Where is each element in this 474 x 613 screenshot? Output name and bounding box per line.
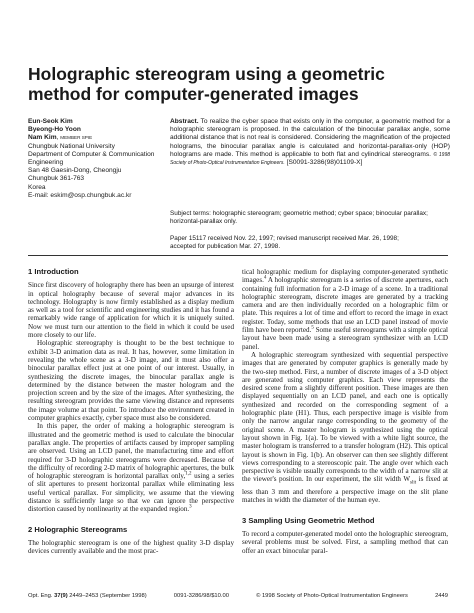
- journal-citation: [28, 592, 147, 600]
- affiliation-line: Chungbuk 361-763: [28, 175, 85, 183]
- paragraph-text: In this paper, the order of making a holographic stereogram is illustrated and the geometric method is used to calculate the binocular parallax angle. The properties of artifacts caused by improper sampling are observed. Using an LCD panel, the manufacturing time and effort required for 3-D holographic stereograms were decreased. Because of the difficulty of recording 2-D matrix of holographic apertures, the bulk of holographic stereogram is horizontal parallax only,: [28, 422, 234, 481]
- affiliation-line: Engineering: [28, 159, 64, 167]
- member-label: MEMBER SPIE: [60, 135, 93, 141]
- section-heading-introduction: 1 Introduction: [28, 267, 79, 276]
- affiliation-line: San 48 Gaesin-Dong, Cheongju: [28, 167, 122, 175]
- paragraph: [242, 268, 448, 351]
- citation: 4: [263, 275, 267, 281]
- paragraph: [242, 351, 448, 505]
- author-name: Nam Kim: [28, 134, 57, 142]
- author-email: E-mail: eskim@osp.chungbuk.ac.kr: [28, 191, 132, 199]
- citation: 1,2: [185, 471, 192, 477]
- affiliation-line: Department of Computer & Communication: [28, 150, 155, 158]
- journal-name: Opt. Eng.: [28, 593, 53, 599]
- paper-info-line: Paper 15117 received Nov. 22, 1997; revised manuscript received Mar. 26, 1998;: [170, 235, 399, 242]
- abstract-text: To realize the cyber space that exists only in the computer, a geometric method for a holographic stereogram is proposed. In the calculation of the binocular parallax angle, some additional distance that is not real is considered. Considering the magnification of the projected holograms, the binocular parallax angle is calculated and horizontal-parallax-only (HOP) holograms are made. This method is applicable to both flat and cylindrical stereograms.: [170, 118, 450, 158]
- paper-info-line: accepted for publication Mar. 27, 1998.: [170, 243, 281, 251]
- author-name: Byeong-Ho Yoon: [28, 126, 81, 134]
- paragraph: Holographic stereography is thought to be the best technique to exhibit 3-D animation data as real. It has, however, some limitation in revealing the whole scene as a 3-D image, and it must also offer a binocular parallax effect just at one point of our interest. Usually, in synthesizing the discrete images, the binocular parallax angle is determined by the distance between the master hologram and the projection screen and by the size of the images. After synthesizing, the resulting stereogram provides the same viewing distance and represents the image volume at that point. To introduce the environment created in computer graphics exactly, cyber space must also be considered.: [28, 339, 234, 423]
- abstract: [170, 118, 450, 167]
- paragraph-text: A holographic stereogram is a series of discrete apertures, each containing full information for a 2-D image of a scene. In a traditional holographic stereogram, discrete images are generated by a tracking camera and are then individually recorded on a holographic film or plate. This requires a lot of time and effort to record the image in exact register. Today, some methods that use an LCD panel instead of movie film have been reported.: [242, 276, 448, 335]
- paragraph: Since first discovery of holography there has been an upsurge of interest in optical holography because of several major advances in its technology. Holography is now firmly established as a display medium as well as a tool for scientific and engineering studies and it has found a remarkably wide range of application for which it is uniquely suited. Now we must turn our attention to the field in which it could be used more closely to our life.: [28, 281, 234, 340]
- abstract-code: [S0091-3286(98)01109-X]: [286, 159, 363, 167]
- author-block: Eun-Seok Kim Byeong-Ho Yoon Nam Kim, MEMBER SPIE Chungbuk National University Department of Computer & Communication Engineering San 48 Gaesin-Dong, Cheongju Chungbuk 361-763 Korea E-mail: eskim@osp.chungbuk.ac.kr: [28, 118, 178, 200]
- paragraph: The holographic stereogram is one of the highest quality 3-D display devices currently available and the most prac-: [28, 538, 234, 556]
- issn-code: 0091-3286/98/$10.00: [173, 593, 229, 599]
- citation: 3: [189, 504, 192, 510]
- paper-title: Holographic stereogram using a geometric method for computer-generated images: [28, 64, 385, 104]
- divider: [28, 255, 448, 256]
- paper-info: [170, 235, 450, 251]
- paragraph: To record a computer-generated model onto the holographic stereogram, several problems must be solved. First, a sampling method that can offer an exact binocular paral-: [242, 530, 448, 555]
- right-column: [242, 268, 448, 555]
- journal-volume: 37(9): [54, 593, 68, 599]
- left-column: [28, 268, 234, 556]
- page-number: 2449: [435, 593, 448, 599]
- subscript: slit: [410, 480, 417, 486]
- paragraph: [28, 422, 234, 513]
- subject-terms: Subject terms: holographic stereogram; geometric method; cyber space; binocular parallax; horizontal-parallax only.: [170, 210, 428, 226]
- section-heading-holographic-stereograms: 2 Holographic Stereograms: [28, 524, 128, 534]
- affiliation-line: Korea: [28, 183, 46, 191]
- paragraph-text: using a series of slit apertures to present horizontal parallax while eliminating less useful vertical parallax. For simplicity, we assume that the viewing distance is sufficiently large so that we can ignore the perspective distortion caused by nonlinearity at the expanded region.: [28, 472, 234, 514]
- paragraph-text: A holographic stereogram synthesized with sequential perspective images that are generated by computer graphics is generally made by the two-step method. First, a number of discrete images of a 3-D object are generated using computer graphics. Each view represents the desired scene from a slightly different position. These images are then displayed sequentially on an LCD panel, and each one is optically synthesized and recorded on the corresponding segment of a holographic plate (H1). Thus, each perspective image is visible from only the narrow angular range corresponding to the geometry of the original scene. A master hologram is synthesized using the optical layout shown in Fig. 1(a). To be viewed with a white light source, the master hologram is transferred to a transfer hologram (H2). This optical layout is shown in Fig. 1(b). An observer can then see slightly different views corresponding to a stereoscopic pair. The angle over which each perspective is visible usually corresponds to the width of a narrow slit at the viewer's position. In our experiment, the slit width W: [242, 350, 448, 484]
- page-footer: [28, 592, 448, 600]
- abstract-copyright: © 1998 Society of Photo-Optical Instrumentation Engineers.: [170, 151, 451, 167]
- footer-copyright: © 1998 Society of Photo-Optical Instrumentation Engineers: [256, 593, 408, 599]
- journal-pages: 2449–2453 (September 1998): [69, 593, 147, 599]
- citation: 5: [311, 325, 314, 331]
- paragraph-text: tical holographic medium for displaying computer-generated synthetic images.: [242, 268, 448, 285]
- affiliation-line: Chungbuk National University: [28, 142, 115, 150]
- paragraph-text: is fixed at less than 3 mm and therefore a perspective image on the slit plane matches in width the diameter of the human eye.: [242, 475, 449, 505]
- section-heading-sampling: 3 Sampling Using Geometric Method: [242, 515, 375, 525]
- author-name: Eun-Seok Kim: [28, 118, 73, 125]
- abstract-label: Abstract.: [170, 118, 199, 125]
- paragraph-text: Some useful stereograms with a simple optical layout have been made using a stereogram synthesizer with an LCD panel.: [242, 326, 449, 351]
